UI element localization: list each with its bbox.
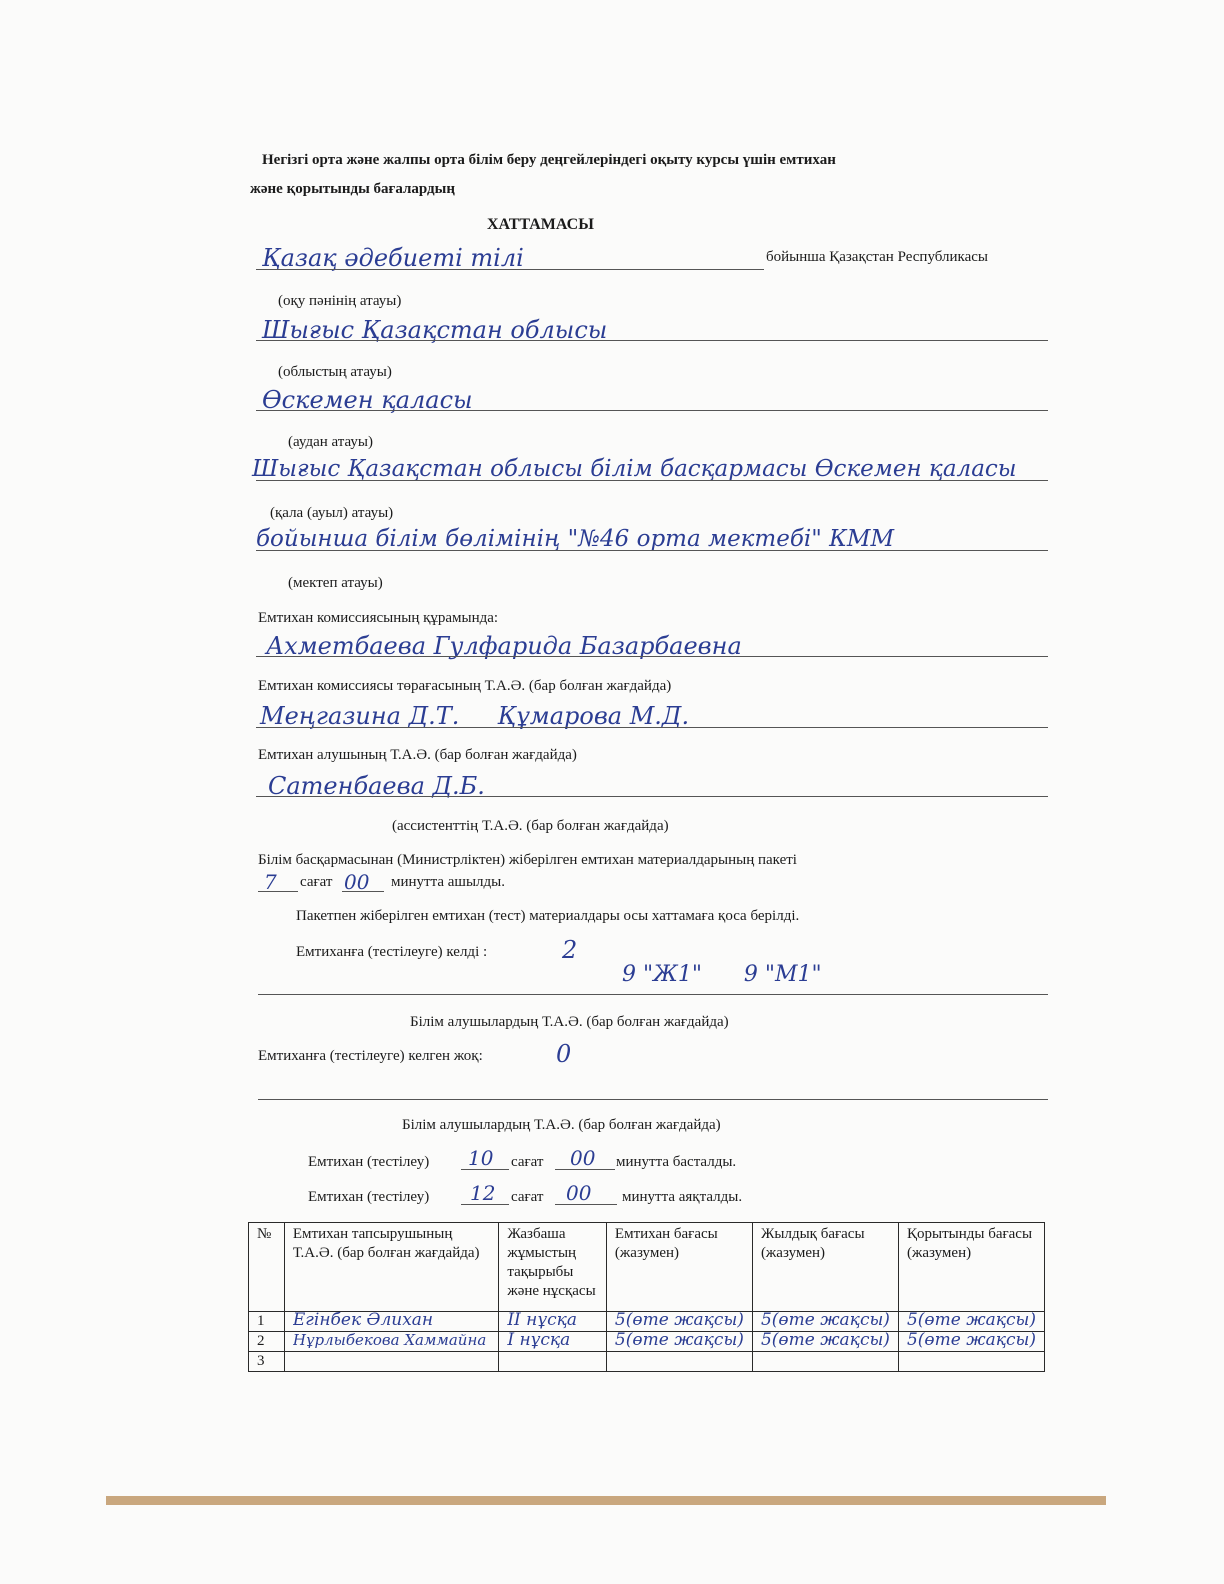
grades-table xyxy=(248,1222,1045,1372)
arrived-count: 2 xyxy=(562,936,578,964)
package-minute-underline xyxy=(342,891,384,892)
commission-underline xyxy=(256,656,1048,657)
row-topic-text: ІІ нұсқа xyxy=(507,1312,577,1329)
chair-value: Меңгазина Д.Т. Құмарова М.Д. xyxy=(260,702,690,730)
row-final-grade xyxy=(898,1332,1044,1352)
row-topic xyxy=(499,1312,607,1332)
start-minute: 00 xyxy=(570,1146,596,1170)
subject-suffix: бойынша Қазақстан Республикасы xyxy=(766,249,988,265)
start-hour-underline xyxy=(461,1169,509,1170)
package-attached: Пакетпен жіберілген емтихан (тест) материалдары осы хаттамаға қоса берілді. xyxy=(296,908,800,924)
assistant-caption: (ассистенттің Т.А.Ә. (бар болған жағдайда) xyxy=(392,818,669,834)
package-line-1: Білім басқармасынан (Министрліктен) жіберілген емтихан материалдарының пакеті xyxy=(258,852,797,868)
subject-value: Қазақ әдебиеті тілі xyxy=(262,244,524,272)
row-student-name-text: Нұрлыбекова Хаммайна xyxy=(292,1332,487,1349)
school-value: бойынша білім бөлімінің "№46 орта мектебі" КММ xyxy=(256,526,895,552)
row-number: 1 xyxy=(249,1312,285,1332)
chair-label: Емтихан комиссиясы төрағасының Т.А.Ә. (бар болған жағдайда) xyxy=(258,678,672,694)
header-student-name: Емтихан тапсырушының Т.А.Ә. (бар болған жағдайда) xyxy=(284,1223,498,1312)
arrived-classes: 9 "Ж1" 9 "М1" xyxy=(622,962,822,987)
chair-underline xyxy=(256,727,1048,728)
examiner-label: Емтихан алушының Т.А.Ә. (бар болған жағдайда) xyxy=(258,747,577,763)
end-hour-label: сағат xyxy=(511,1189,544,1205)
row-final-grade xyxy=(898,1352,1044,1372)
subject-caption: (оқу пәнінің атауы) xyxy=(278,293,402,309)
table-row xyxy=(249,1352,1045,1372)
row-annual-grade xyxy=(752,1352,898,1372)
package-minute-value: 00 xyxy=(344,870,370,894)
row-student-name xyxy=(284,1332,498,1352)
district-caption: (аудан атауы) xyxy=(288,434,373,450)
table-row xyxy=(249,1312,1045,1332)
start-minute-underline xyxy=(555,1169,615,1170)
region-underline xyxy=(256,340,1048,341)
absent-label: Емтиханға (тестілеуге) келген жоқ: xyxy=(258,1048,483,1064)
start-hour: 10 xyxy=(468,1146,494,1170)
end-minute-underline xyxy=(555,1204,617,1205)
row-final-grade xyxy=(898,1312,1044,1332)
commission-members: Ахметбаева Гулфарида Базарбаевна xyxy=(266,632,742,660)
header-line-1: Негізгі орта және жалпы орта білім беру деңгейлеріндегі оқыту курсы үшін емтихан xyxy=(262,152,836,168)
row-student-name-text: Егінбек Әлихан xyxy=(292,1312,434,1329)
start-prefix: Емтихан (тестілеу) xyxy=(308,1154,430,1170)
city-caption: (қала (ауыл) атауы) xyxy=(270,505,394,521)
end-hour-underline xyxy=(461,1204,509,1205)
row-exam-grade-text: 5(өте жақсы) xyxy=(614,1312,744,1329)
row-exam-grade xyxy=(606,1312,752,1332)
header-annual-grade: Жылдық бағасы (жазумен) xyxy=(752,1223,898,1312)
arrived-label: Емтиханға (тестілеуге) келді : xyxy=(296,944,488,960)
district-value: Өскемен қаласы xyxy=(262,386,473,414)
row-exam-grade-text: 5(өте жақсы) xyxy=(614,1332,744,1349)
end-suffix: минутта аяқталды. xyxy=(622,1189,743,1205)
school-caption: (мектеп атауы) xyxy=(288,575,383,591)
examiner-value: Сатенбаева Д.Б. xyxy=(268,772,485,800)
students-caption-2: Білім алушылардың Т.А.Ә. (бар болған жағдайда) xyxy=(402,1117,721,1133)
package-minute-label: минутта ашылды. xyxy=(391,874,505,890)
city-underline xyxy=(256,480,1048,481)
package-hour-label: сағат xyxy=(300,874,333,890)
row-annual-grade xyxy=(752,1332,898,1352)
end-hour: 12 xyxy=(470,1181,496,1205)
row-annual-grade-text: 5(өте жақсы) xyxy=(760,1312,890,1329)
header-final-grade: Қорытынды бағасы (жазумен) xyxy=(898,1223,1044,1312)
row-topic-text: І нұсқа xyxy=(507,1332,571,1349)
package-hour-underline xyxy=(258,891,298,892)
header-number: № xyxy=(249,1223,285,1312)
subject-underline xyxy=(256,269,764,270)
examiner-underline xyxy=(256,796,1048,797)
row-final-grade-text: 5(өте жақсы) xyxy=(906,1332,1036,1349)
row-topic xyxy=(499,1332,607,1352)
package-hour-value: 7 xyxy=(264,870,277,894)
city-value: Шығыс Қазақстан облысы білім басқармасы Өскемен қаласы xyxy=(252,456,1017,482)
header-topic: Жазбаша жұмыстың тақырыбы және нұсқасы xyxy=(499,1223,607,1312)
document-title: ХАТТАМАСЫ xyxy=(487,216,594,233)
row-number: 2 xyxy=(249,1332,285,1352)
row-exam-grade xyxy=(606,1352,752,1372)
row-final-grade-text: 5(өте жақсы) xyxy=(906,1312,1036,1329)
school-underline xyxy=(256,550,1048,551)
table-row xyxy=(249,1332,1045,1352)
start-suffix: минутта басталды. xyxy=(616,1154,737,1170)
absent-count: 0 xyxy=(556,1040,572,1068)
row-topic xyxy=(499,1352,607,1372)
start-hour-label: сағат xyxy=(511,1154,544,1170)
row-number: 3 xyxy=(249,1352,285,1372)
scan-edge-strip xyxy=(106,1496,1106,1505)
end-prefix: Емтихан (тестілеу) xyxy=(308,1189,430,1205)
header-line-2: және қорытынды бағалардың xyxy=(250,181,455,197)
row-exam-grade xyxy=(606,1332,752,1352)
end-minute: 00 xyxy=(566,1181,592,1205)
row-annual-grade xyxy=(752,1312,898,1332)
region-value: Шығыс Қазақстан облысы xyxy=(262,316,608,344)
commission-label: Емтихан комиссиясының құрамында: xyxy=(258,610,499,626)
arrived-underline xyxy=(258,994,1048,995)
row-student-name xyxy=(284,1352,498,1372)
table-header-row xyxy=(249,1223,1045,1312)
absent-underline xyxy=(258,1099,1048,1100)
row-student-name xyxy=(284,1312,498,1332)
region-caption: (облыстың атауы) xyxy=(278,364,392,380)
students-caption-1: Білім алушылардың Т.А.Ә. (бар болған жағдайда) xyxy=(410,1014,729,1030)
row-annual-grade-text: 5(өте жақсы) xyxy=(760,1332,890,1349)
district-underline xyxy=(256,410,1048,411)
header-exam-grade: Емтихан бағасы (жазумен) xyxy=(606,1223,752,1312)
